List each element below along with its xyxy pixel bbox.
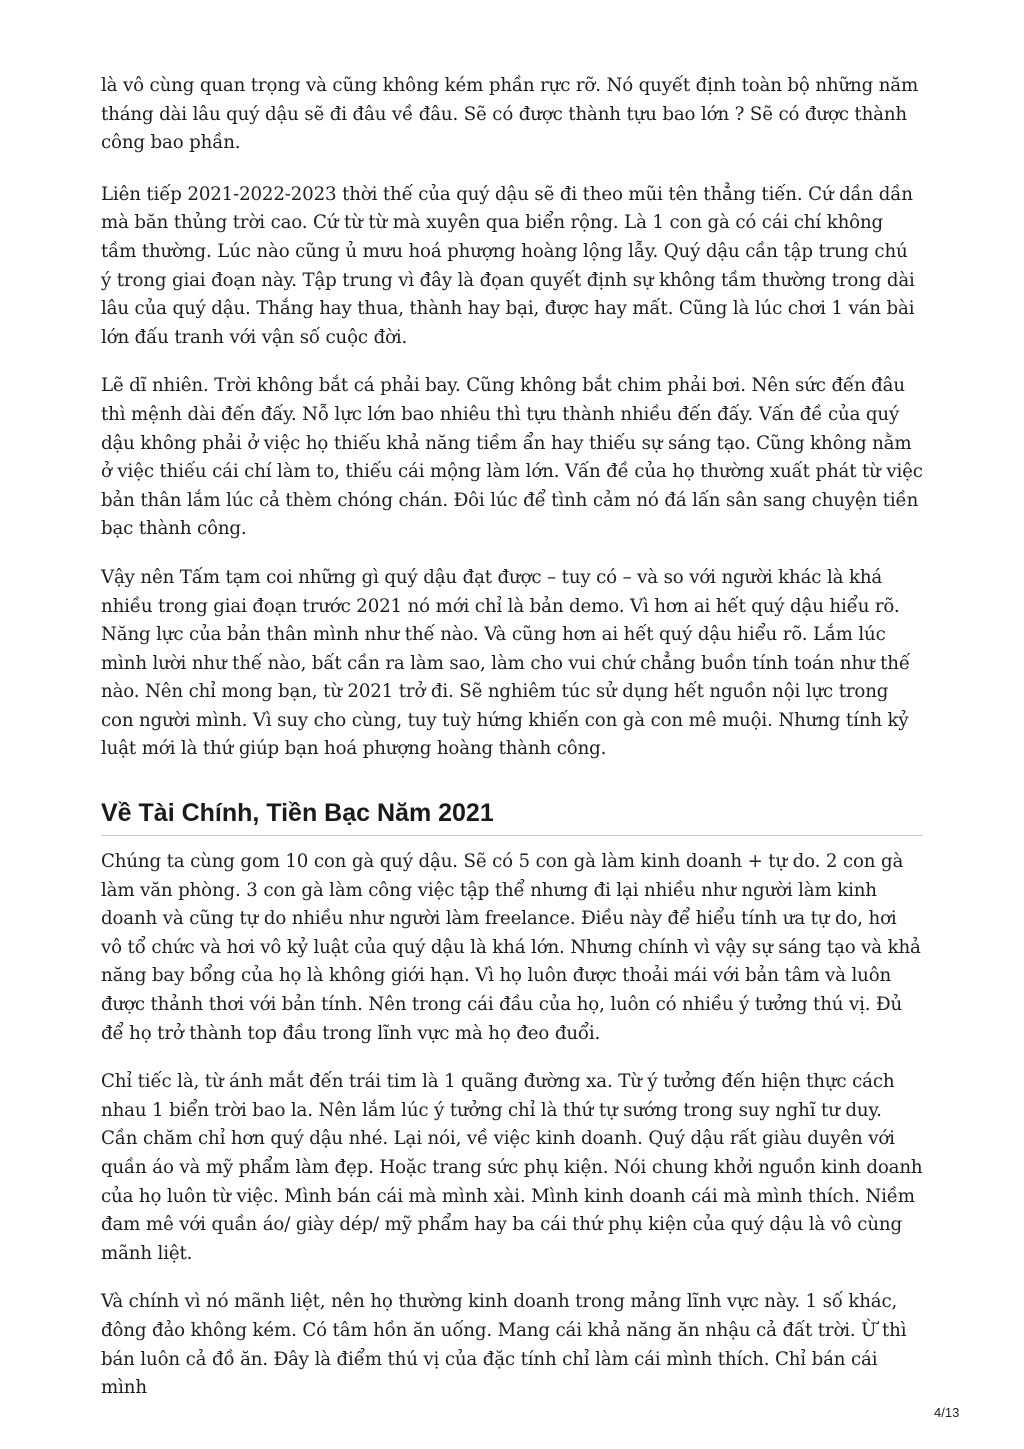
article-paragraph: là vô cùng quan trọng và cũng không kém phần rực rỡ. Nó quyết định toàn bộ những năm tháng dài lâu quý dậu sẽ đi đâu về đâu. Sẽ có được thành tựu bao lớn ? Sẽ có được thành công bao phần.	[101, 75, 919, 154]
page-number: 4/13	[934, 1405, 960, 1420]
article-body	[101, 72, 923, 1423]
article-paragraph: Lẽ dĩ nhiên. Trời không bắt cá phải bay. Cũng không bắt chim phải bơi. Nên sức đến đâu thì mệnh dài đến đấy. Nỗ lực lớn bao nhiêu thì tựu thành nhiều đến đấy. Vấn đề của quý dậu không phải ở việc họ thiếu khả năng tiềm ẩn hay thiếu sự sáng tạo. Cũng không nằm ở việc thiếu cái chí làm to, thiếu cái mộng làm lớn. Vấn đề của họ thường xuất phát từ việc bản thân lắm lúc cả thèm chóng chán. Đôi lúc để tình cảm nó đá lấn sân sang chuyện tiền bạc thành công.	[101, 375, 923, 540]
article-paragraph: Vậy nên Tấm tạm coi những gì quý dậu đạt được – tuy có – và so với người khác là khá nhiều trong giai đoạn trước 2021 nó mới chỉ là bản demo. Vì hơn ai hết quý dậu hiểu rõ. Năng lực của bản thân mình như thế nào. Và cũng hơn ai hết quý dậu hiểu rõ. Lắm lúc mình lười như thế nào, bất cần ra làm sao, làm cho vui chứ chẳng buồn tính toán như thế nào. Nên chỉ mong bạn, từ 2021 trở đi. Sẽ nghiêm túc sử dụng hết nguồn nội lực trong con người mình. Vì suy cho cùng, tuy tuỳ hứng khiến con gà con mê muội. Nhưng tính kỷ luật mới là thứ giúp bạn hoá phượng hoàng thành công.	[101, 566, 910, 760]
article-paragraph: Chúng ta cùng gom 10 con gà quý dậu. Sẽ có 5 con gà làm kinh doanh + tự do. 2 con gà làm văn phòng. 3 con gà làm công việc tập thể nhưng đi lại nhiều như người làm kinh doanh và cũng tự do nhiều như người làm freelance. Điều này để hiểu tính ưa tự do, hơi vô tổ chức và hơi vô kỷ luật của quý dậu là khá lớn. Nhưng chính vì vậy sự sáng tạo và khả năng bay bổng của họ là không giới hạn. Vì họ luôn được thoải mái với bản tâm và luôn được thảnh thơi với bản tính. Nên trong cái đầu của họ, luôn có nhiều ý tưởng thú vị. Đủ để họ trở thành top đầu trong lĩnh vực mà họ đeo đuổi.	[101, 851, 921, 1044]
article-paragraph: Và chính vì nó mãnh liệt, nên họ thường kinh doanh trong mảng lĩnh vực này. 1 số khác, đông đảo không kém. Có tâm hồn ăn uống. Mang cái khả năng ăn nhậu cả đất trời. Ừ thì bán luôn cả đồ ăn. Đây là điểm thú vị của đặc tính chỉ làm cái mình thích. Chỉ bán cái mình	[101, 1291, 907, 1399]
section-heading: Về Tài Chính, Tiền Bạc Năm 2021	[101, 797, 923, 836]
article-paragraph: Liên tiếp 2021-2022-2023 thời thế của quý dậu sẽ đi theo mũi tên thẳng tiến. Cứ dần dần mà băn thủng trời cao. Cứ từ từ mà xuyên qua biển rộng. Là 1 con gà có cái chí không tầm thường. Lúc nào cũng ủ mưu hoá phượng hoàng lộng lẫy. Quý dậu cần tập trung chú ý trong giai đoạn này. Tập trung vì đây là đọan quyết định sự không tầm thường trong dài lâu của quý dậu. Thắng hay thua, thành hay bại, được hay mất. Cũng là lúc chơi 1 ván bài lớn đấu tranh với vận số cuộc đời.	[101, 183, 915, 348]
article-paragraph: Chỉ tiếc là, từ ánh mắt đến trái tim là 1 quãng đường xa. Từ ý tưởng đến hiện thực cách nhau 1 biển trời bao la. Nên lắm lúc ý tưởng chỉ là thứ tự sướng trong suy nghĩ tư duy. Cần chăm chỉ hơn quý dậu nhé. Lại nói, về việc kinh doanh. Quý dậu rất giàu duyên với quần áo và mỹ phẩm làm đẹp. Hoặc trang sức phụ kiện. Nói chung khởi nguồn kinh doanh của họ luôn từ việc. Mình bán cái mà mình xài. Mình kinh doanh cái mà mình thích. Niềm đam mê với quần áo/ giày dép/ mỹ phẩm hay ba cái thứ phụ kiện của quý dậu là vô cùng mãnh liệt.	[101, 1071, 923, 1264]
